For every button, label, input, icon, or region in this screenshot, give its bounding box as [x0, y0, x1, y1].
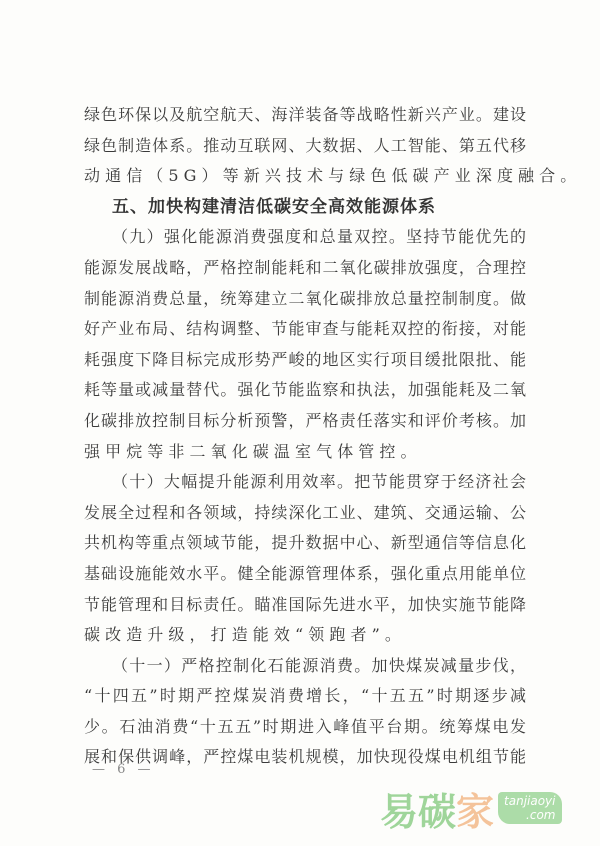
paragraph [84, 467, 526, 651]
text-line: 绿色制造体系。推动互联网、大数据、人工智能、第五代移 [84, 135, 526, 155]
text-line: 制能源消费总量，统筹建立二氧化碳排放总量控制制度。做 [84, 288, 526, 308]
text-line: 基础设施能效水平。健全能源管理体系，强化重点用能单位 [84, 563, 526, 583]
text-line: 绿色环保以及航空航天、海洋装备等战略性新兴产业。建设 [84, 105, 526, 124]
text-line: 五、加快构建清洁低碳安全高效能源体系 [112, 196, 436, 217]
page-number: — 6 — [92, 762, 155, 777]
text-line: 好产业布局、结构调整、节能审查与能耗双控的衔接，对能 [84, 319, 526, 339]
text-line: 动通信（5G）等新兴技术与绿色低碳产业深度融合。 [84, 166, 582, 186]
text-line: 耗等量或减量替代。强化节能监察和执法，加强能耗及二氧 [84, 380, 526, 400]
text-line: （十一）严格控制化石能源消费。加快煤炭减量步伐， [112, 655, 526, 675]
text-line: 强甲烷等非二氧化碳温室气体管控。 [84, 441, 422, 461]
text-line: “十四五”时期严控煤炭消费增长，“十五五”时期逐步减 [84, 686, 526, 706]
text-line: 少。石油消费“十五五”时期进入峰值平台期。统筹煤电发 [84, 716, 526, 736]
text-line: 碳改造升级，打造能效“领跑者”。 [84, 625, 406, 645]
paragraph [84, 222, 526, 467]
document-body [84, 100, 582, 773]
section-heading [84, 192, 526, 223]
text-line: 耗强度下降目标完成形势严峻的地区实行项目缓批限批、能 [84, 349, 526, 369]
text-line: （九）强化能源消费强度和总量双控。坚持节能优先的 [112, 227, 526, 247]
paragraph [84, 651, 526, 773]
watermark-text-orange: 家 [456, 789, 495, 834]
text-line: 能源发展战略，严格控制能耗和二氧化碳排放强度，合理控 [84, 257, 526, 277]
text-line: （十）大幅提升能源利用效率。把节能贯穿于经济社会 [112, 472, 526, 492]
watermark-domain: tanjiaoyi [504, 794, 556, 808]
watermark-domain-tld: .com [526, 808, 556, 822]
watermark-text-green: 易碳 [380, 789, 457, 834]
text-line: 化碳排放控制目标分析预警，严格责任落实和评价考核。加 [84, 410, 526, 430]
text-line: 展和保供调峰，严控煤电装机规模，加快现役煤电机组节能 [84, 747, 526, 767]
text-line: 共机构等重点领域节能，提升数据中心、新型通信等信息化 [84, 533, 526, 553]
text-line: 节能管理和目标责任。瞄准国际先进水平，加快实施节能降 [84, 594, 526, 614]
watermark-logo [380, 783, 562, 833]
watermark-domain-badge [498, 792, 561, 824]
paragraph [84, 100, 582, 192]
text-line: 发展全过程和各领域，持续深化工业、建筑、交通运输、公 [84, 502, 526, 522]
